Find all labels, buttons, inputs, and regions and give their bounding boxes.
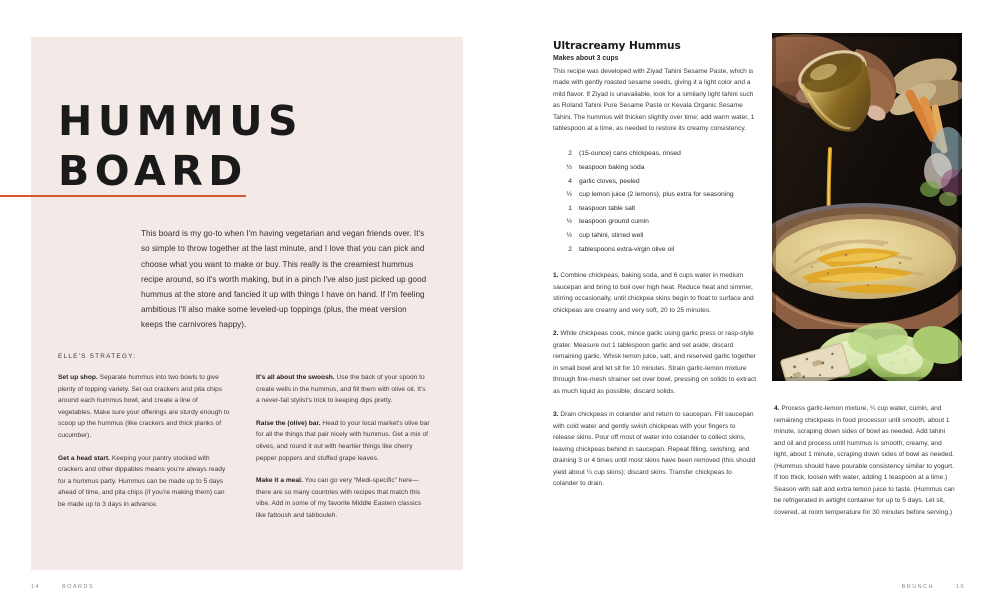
recipe-step	[553, 328, 758, 397]
ingredient-amount: ½	[566, 232, 572, 239]
ingredient-item	[553, 229, 758, 243]
strategy-tip	[256, 475, 430, 521]
ingredient-item	[553, 202, 758, 216]
right-page-footer	[902, 584, 965, 590]
page-title-line-1: HUMMUS	[58, 97, 304, 145]
strategy-tip	[256, 372, 430, 407]
ingredient-text: (15-ounce) cans chickpeas, rinsed	[579, 150, 681, 158]
step-text: Drain chickpeas in colander and return to saucepan. Fill saucepan with cold water and gently swish chickpeas with your fingers to release skins. Pour off most of water into colander to collect skins, leaving chickpeas behind in saucepan. Repeat filling, swishing, and draining 3 or 4 times until most skins have been removed (this should yield about ¼ cup skins); discard skins. Transfer chickpeas to colander to drain.	[553, 411, 756, 488]
strategy-tip	[256, 418, 430, 464]
recipe-yield: Makes about 3 cups	[553, 55, 619, 62]
strategy-tip-body: You can go very “Medi-specific” here—there are so many countries with recipes that match this vibe. Add in some of my favorite Middle Eastern classics like fattoush and tabbouleh.	[256, 477, 422, 519]
recipe-column	[553, 40, 758, 502]
left-page-section-label: BOARDS	[62, 584, 95, 590]
strategy-columns	[58, 372, 430, 533]
strategy-column-2	[256, 372, 430, 533]
ingredient-text: teaspoon table salt	[579, 204, 636, 212]
ingredient-amount: ½	[566, 164, 572, 172]
strategy-tip-lead: Make it a meal.	[256, 477, 303, 485]
step-text: Combine chickpeas, baking soda, and 6 cups water in medium saucepan and bring to boil over high heat. Reduce heat and simmer, stirring occasionally, until chickpea skins begin to float to surface and chickpeas are creamy and very soft, 20 to 25 minutes.	[553, 272, 754, 314]
strategy-tip-lead: Raise the (olive) bar.	[256, 419, 321, 427]
step-number: 1.	[553, 272, 559, 280]
left-page-footer	[31, 584, 94, 590]
ingredient-amount: ½	[566, 218, 572, 226]
ingredient-amount: 1	[568, 204, 572, 212]
accent-rule-divider	[0, 195, 246, 197]
strategy-tip-body: Head to your local market's olive bar for all the things that pair nicely with hummus. Get a mix of olives, and round it out with heartier things like cherry pepper poppers and stuffed grape leaves.	[256, 419, 430, 462]
strategy-tip	[58, 453, 232, 511]
step-text: While chickpeas cook, mince garlic using garlic press or rasp-style grater. Measure out 1 tablespoon garlic and set aside; discard remaining garlic. Whisk lemon juice, salt, and reserved garlic together in small bowl and let sit for 10 minutes. Strain garlic-lemon mixture through fine-mesh strainer set over bowl, pressing on solids to extract as much liquid as possible; discard solids.	[553, 330, 757, 395]
ingredient-item	[553, 175, 758, 189]
right-page-section-label: BRUNCH	[901, 584, 934, 590]
strategy-tip-lead: Get a head start.	[58, 454, 111, 462]
ingredient-amount: ½	[566, 191, 572, 199]
strategy-tip-lead: Set up shop.	[58, 374, 98, 381]
ingredient-amount: 4	[568, 177, 572, 185]
recipe-step	[553, 270, 758, 316]
step-number: 2.	[553, 330, 559, 338]
strategy-tip-body: Use the back of your spoon to create wells in the hummus, and fill them with olive oil. It's a never-fail stylist's trick to keeping dips pretty.	[256, 374, 426, 405]
recipe-steps	[553, 270, 758, 490]
step-text: Process garlic-lemon mixture, ¼ cup water, cumin, and remaining chickpeas in food processor until smooth, about 1 minute, scraping down sides of bowl as needed. Add tahini and oil and process until hummus is smooth, creamy, and light, about 1 minute, scraping down sides of bowl as needed. (Hummus should have pourable consistency similar to yogurt. If too thick, loosen with water, adding 1 teaspoon at a time.) Season with salt and extra lemon juice to taste. (Hummus can be refrigerated in airtight container for up to 5 days. Let sit, covered, at room temperature for 30 minutes before serving.)	[774, 405, 955, 516]
recipe-headnote: This recipe was developed with Ziyad Tahini Sesame Paste, which is made with gently roasted sesame seeds, giving it a light color and a mild flavor. If Ziyad is unavailable, look for a similarly light tahini such as Roland Tahini Pure Sesame Paste or Kevala Organic Sesame Tahini. The hummus will thicken slightly over time; add warm water, 1 tablespoon at a time, as needed to restore its creamy consistency.	[553, 68, 755, 133]
recipe-step-4-column	[774, 403, 956, 530]
hummus-photo	[772, 33, 962, 381]
right-page	[498, 0, 996, 607]
ingredient-item	[553, 161, 758, 175]
strategy-tip-body: Keeping your pantry stocked with crackers and other dippables means you're always ready for a hummus party. Hummus can be made up to 5 days ahead of time, and pita chips (if you're making them) can be made up to 3 days in advance.	[58, 454, 226, 508]
recipe-step	[774, 403, 956, 518]
ingredient-list	[553, 147, 758, 256]
ingredient-amount: 2	[568, 245, 572, 253]
ingredient-text: teaspoon baking soda	[579, 164, 645, 172]
ingredient-item	[553, 215, 758, 229]
ingredient-item	[553, 243, 758, 257]
strategy-column-1	[58, 372, 232, 533]
ingredient-text: tablespoons extra-virgin olive oil	[579, 245, 675, 253]
ingredient-item	[553, 147, 758, 161]
strategy-tip-body: Separate hummus into two bowls to give plenty of topping variety. Set out crackers and pita chips around each hummus bowl, and create a line of vegetables. Make sure your offerings are sturdy enough to scoop up the hummus (like crackers and thick planks of cucumber).	[58, 374, 230, 439]
ingredient-text: cup lemon juice (2 lemons), plus extra for seasoning	[579, 191, 734, 199]
page-title	[58, 96, 418, 196]
ingredient-text: cup tahini, stirred well	[579, 232, 644, 239]
strategy-tip-lead: It's all about the swoosh.	[256, 374, 335, 381]
intro-paragraph: This board is my go-to when I'm having vegetarian and vegan friends over. It's so simple to throw together at the last minute, and I love that you can pick and choose what you want to make or buy. This really is the creamiest hummus recipe around, so it's worth making, but in a pinch I've also just picked up good hummus at the store and fancied it up with things I have on hand. If I'm feeling ambitious I'll also make some leveled-up toppings (plus, the meat version keeps the carnivores happy).	[141, 229, 427, 330]
ingredient-item	[553, 188, 758, 202]
strategy-tip	[58, 372, 232, 442]
ingredient-amount: 2	[568, 150, 572, 158]
strategy-heading: ELLE'S STRATEGY:	[58, 353, 137, 360]
recipe-step	[553, 409, 758, 490]
step-number: 4.	[774, 405, 780, 412]
ingredient-text: garlic cloves, peeled	[579, 177, 640, 185]
right-page-number: 15	[955, 584, 965, 590]
step-number: 3.	[553, 411, 559, 419]
page-title-line-2: BOARD	[58, 147, 248, 196]
recipe-title: Ultracreamy Hummus	[553, 40, 681, 52]
ingredient-text: teaspoon ground cumin	[579, 218, 649, 226]
left-page-number: 14	[31, 584, 41, 590]
